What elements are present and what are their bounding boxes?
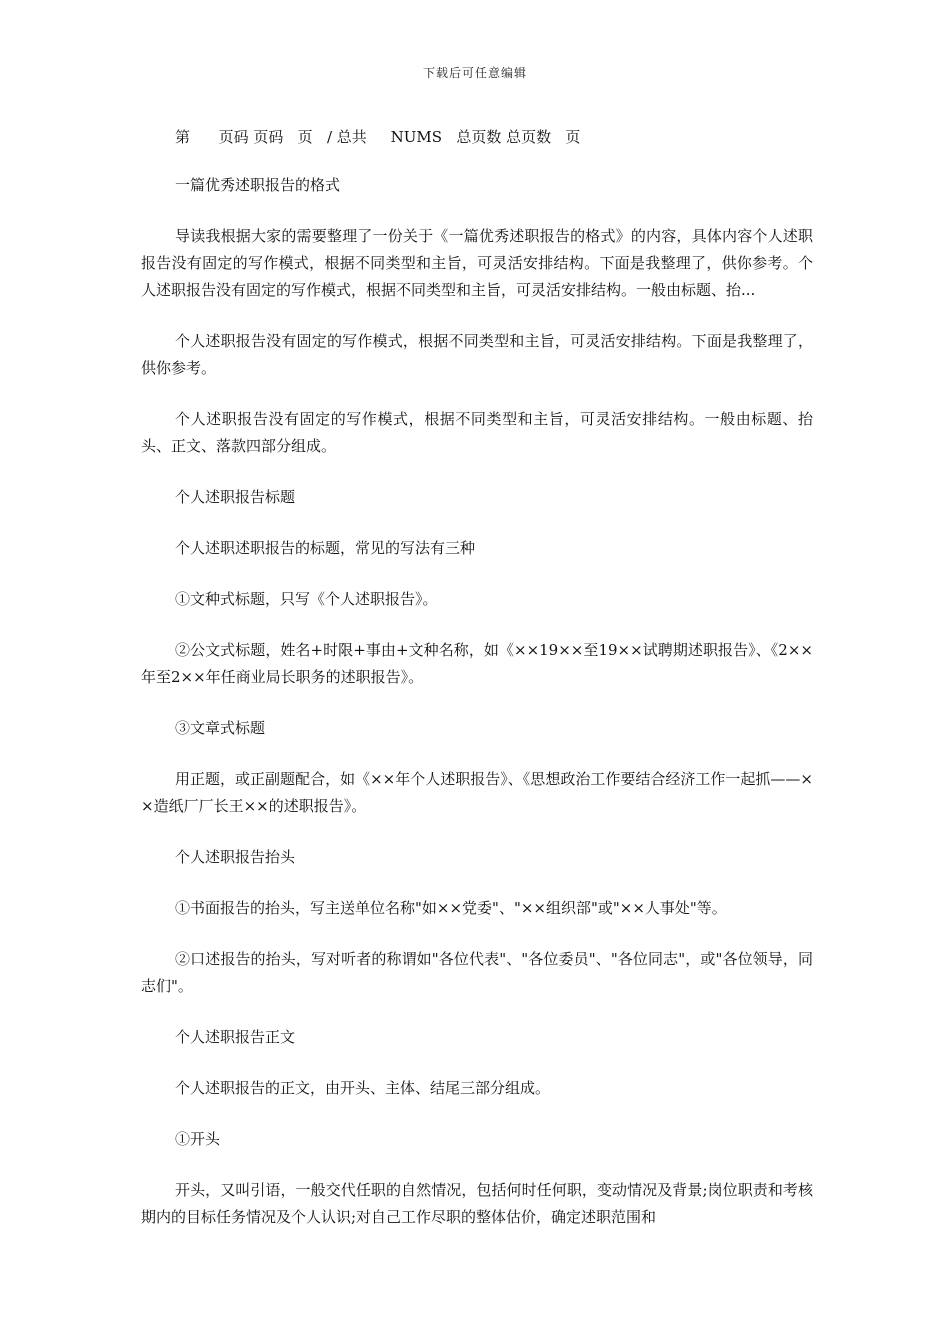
paragraph: 个人述职报告没有固定的写作模式，根据不同类型和主旨，可灵活安排结构。下面是我整理了，供你参考。: [141, 332, 813, 377]
list-item: ①文种式标题，只写《个人述职报告》。: [175, 590, 438, 608]
document-body: [141, 172, 813, 1255]
page-number-line: 第 页码 页码 页 / 总共 NUMS 总页数 总页数 页: [175, 128, 581, 146]
section-heading-title: 个人述职报告标题: [175, 488, 296, 506]
paragraph: 个人述职报告的正文，由开头、主体、结尾三部分组成。: [175, 1079, 551, 1097]
document-title: 一篇优秀述职报告的格式: [175, 176, 341, 194]
paragraph: 个人述职报告没有固定的写作模式，根据不同类型和主旨，可灵活安排结构。一般由标题、抬头、正文、落款四部分组成。: [141, 410, 813, 455]
list-item: ②口述报告的抬头，写对听者的称谓如"各位代表"、"各位委员"、"各位同志"，或"各位领导，同志们"。: [141, 950, 813, 995]
list-item: ①书面报告的抬头，写主送单位名称"如××党委"、"××组织部"或"××人事处"等。: [175, 899, 727, 917]
paragraph: 个人述职述职报告的标题，常见的写法有三种: [175, 539, 476, 557]
list-item: ②公文式标题，姓名+时限+事由+文种名称，如《××19××至19××试聘期述职报告》、《2××年至2××年任商业局长职务的述职报告》。: [141, 641, 813, 686]
paragraph-intro: 导读我根据大家的需要整理了一份关于《一篇优秀述职报告的格式》的内容，具体内容个人述职报告没有固定的写作模式，根据不同类型和主旨，可灵活安排结构。下面是我整理了，供你参考。个人述职报告没有固定的写作模式，根据不同类型和主旨，可灵活安排结构。一般由标题、抬...: [141, 227, 813, 299]
section-heading-body: 个人述职报告正文: [175, 1028, 296, 1046]
list-item: ③文章式标题: [175, 719, 266, 737]
section-heading-header: 个人述职报告抬头: [175, 848, 296, 866]
paragraph: 用正题，或正副题配合，如《××年个人述职报告》、《思想政治工作要结合经济工作一起抓——××造纸厂厂长王××的述职报告》。: [141, 770, 813, 815]
list-item: ①开头: [175, 1130, 221, 1148]
paragraph: 开头，又叫引语，一般交代任职的自然情况，包括何时任何职，变动情况及背景;岗位职责和考核期内的目标任务情况及个人认识;对自己工作尽职的整体估价，确定述职范围和: [141, 1181, 813, 1226]
page-header-note: 下载后可任意编辑: [422, 66, 527, 80]
